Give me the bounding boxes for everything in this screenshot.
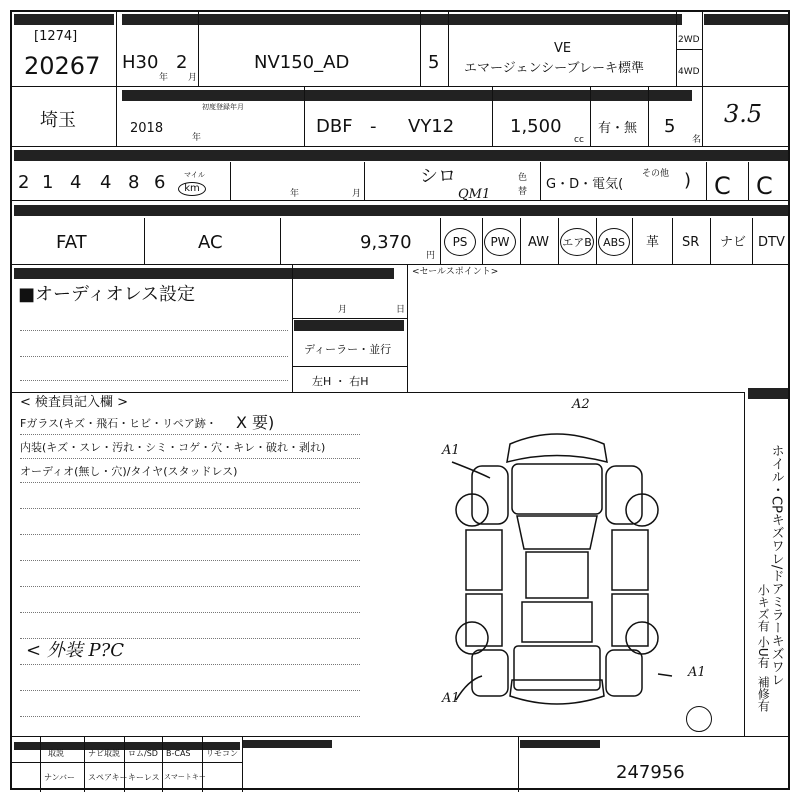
- divider: [242, 736, 243, 792]
- divider: [648, 86, 649, 146]
- divider: [202, 736, 203, 792]
- note-line: [20, 664, 360, 665]
- divider: [706, 162, 707, 200]
- header-bar: [14, 150, 788, 161]
- model-prefix: DBF: [316, 116, 353, 137]
- seats-unit: 名: [692, 135, 702, 145]
- yen-unit: 円: [426, 251, 436, 261]
- car-windshield: [517, 516, 597, 549]
- car-rear-roof: [522, 602, 592, 642]
- divider: [492, 86, 493, 146]
- header-bar: [122, 90, 692, 101]
- year-era: H30: [122, 52, 159, 73]
- car-diagram: [432, 404, 682, 734]
- car-right-door-rear: [612, 594, 648, 646]
- divider: [364, 162, 365, 200]
- divider: [558, 218, 559, 264]
- grade-line-1: VE: [554, 41, 572, 56]
- divider: [520, 218, 521, 264]
- header-bar: [242, 740, 332, 748]
- option-dtv: DTV: [758, 235, 785, 250]
- grade-line-2: エマージェンシーブレーキ標準: [464, 61, 644, 76]
- header-bar: [748, 388, 788, 399]
- import-box: [292, 264, 408, 392]
- divider: [540, 162, 541, 200]
- model-dash: -: [370, 116, 377, 137]
- damage-a2: A2: [572, 397, 590, 412]
- row-line-5: [12, 392, 744, 393]
- footer-number-plate: ナンバー: [44, 773, 76, 782]
- footer-spare-key: スペアキー: [88, 773, 128, 782]
- aircon: AC: [198, 232, 223, 253]
- header-bar: [520, 740, 600, 748]
- note-line: [20, 534, 360, 535]
- fuel-type: G・D・電気(: [546, 177, 624, 192]
- transmission: FAT: [56, 232, 87, 253]
- inspector-title: < 検査員記入欄 >: [20, 395, 129, 410]
- month-mark: 月: [188, 73, 198, 83]
- chassis-model: VY12: [408, 116, 455, 137]
- note-line: [20, 458, 360, 459]
- fuel-other: その他: [642, 169, 670, 179]
- damage-a1-rear-left: A1: [442, 691, 460, 706]
- divider: [84, 736, 85, 792]
- divider: [116, 12, 117, 86]
- note-line: [20, 508, 360, 509]
- footer-manual: 取説: [48, 749, 64, 758]
- footer-rom-sd: ロム/SD: [128, 749, 158, 758]
- displacement: 1,500: [510, 116, 562, 137]
- damage-a1-rear-right: A1: [688, 665, 706, 680]
- note-line: [20, 380, 288, 381]
- divider: [590, 86, 591, 146]
- footer-remote: リモコン: [206, 749, 238, 758]
- option-abs-circled: ABS: [598, 228, 630, 256]
- divider: [304, 86, 305, 146]
- car-right-quarter: [606, 650, 642, 696]
- month-mark-3: 月: [352, 189, 362, 199]
- year-mark: 年: [159, 73, 169, 83]
- marker-circle: [686, 706, 712, 732]
- divider: [710, 218, 711, 264]
- divider: [752, 218, 753, 264]
- lot-number: 20267: [24, 52, 101, 80]
- footer-keyless: キーレス: [128, 773, 160, 782]
- recycle-fee: 9,370: [360, 232, 412, 253]
- drive-4wd: 4WD: [678, 67, 700, 77]
- grade-exterior: C: [756, 172, 773, 200]
- header-bar: [704, 14, 788, 25]
- auction-score: 3.5: [724, 100, 763, 128]
- car-left-door-rear: [466, 594, 502, 646]
- fuel-close: ): [684, 170, 692, 191]
- wheel-rear-left: [456, 622, 488, 654]
- location: 埼玉: [40, 110, 76, 131]
- mileage-digit: 4: [70, 172, 82, 193]
- note-line: [20, 612, 360, 613]
- damage-a1-front-left: A1: [442, 443, 460, 458]
- mileage-digit: 2: [18, 172, 30, 193]
- option-sr: SR: [682, 235, 700, 250]
- note-line: [20, 330, 288, 331]
- grade-code: 5: [428, 52, 440, 73]
- first-reg-label: 初度登録年月: [202, 103, 244, 111]
- grade-interior: C: [714, 172, 731, 200]
- inspector-glass: Fガラス(キズ・飛石・ヒビ・リペア跡・: [20, 417, 217, 430]
- divider: [420, 12, 421, 86]
- color-change-2: 替: [518, 187, 528, 197]
- year-mark-3: 年: [290, 189, 300, 199]
- divider: [292, 366, 408, 367]
- car-roof: [526, 552, 588, 598]
- audio-title: ■オーディオレス設定: [18, 284, 196, 305]
- divider: [144, 218, 145, 264]
- divider: [440, 218, 441, 264]
- handle-side: 左H ・ 右H: [312, 375, 369, 388]
- car-front-bumper: [507, 434, 607, 462]
- footer-mid-line: [12, 762, 242, 763]
- divider: [124, 736, 125, 792]
- divider: [482, 218, 483, 264]
- side-note-2: 小キズ有 小U有: [756, 584, 771, 669]
- divider: [280, 218, 281, 264]
- cc-unit: cc: [574, 135, 584, 145]
- option-aw: AW: [528, 235, 550, 250]
- divider: [162, 736, 163, 792]
- divider: [40, 736, 41, 792]
- reg-month: 2: [176, 52, 188, 73]
- note-line: [20, 434, 360, 435]
- divider: [198, 12, 199, 86]
- footer-navi-manual: ナビ取説: [88, 749, 120, 758]
- divider: [230, 162, 231, 200]
- divider: [702, 12, 703, 146]
- row-line-6: [12, 736, 790, 737]
- model-name: NV150_AD: [254, 52, 350, 73]
- header-bar: [14, 14, 114, 25]
- import-type: ディーラー・並行: [304, 343, 392, 356]
- month-mark-4: 月: [338, 305, 348, 315]
- handwritten-note: < 外装 P?C: [26, 640, 125, 661]
- divider: [744, 392, 745, 736]
- note-line: [20, 638, 360, 639]
- note-line: [20, 690, 360, 691]
- car-hood: [512, 464, 602, 514]
- car-right-door-front: [612, 530, 648, 590]
- divider: [632, 218, 633, 264]
- row-line-2: [12, 146, 790, 147]
- note-line: [20, 716, 360, 717]
- side-note-1: ホイル・CPキズワレ/ドアミラーキズワレ: [768, 444, 784, 687]
- side-note-3: 補修有: [756, 676, 771, 712]
- inspector-glass-mark: X 要): [236, 413, 275, 432]
- frame-number: 247956: [616, 762, 685, 783]
- note-line: [20, 560, 360, 561]
- sales-point-label: <セールスポイント>: [412, 267, 499, 277]
- year-mark-2: 年: [192, 133, 202, 143]
- divider: [672, 218, 673, 264]
- divider: [748, 162, 749, 200]
- car-left-door-front: [466, 530, 502, 590]
- option-airbag-circled: エアB: [560, 228, 594, 256]
- option-pw-circled: PW: [484, 228, 516, 256]
- note-line: [20, 356, 288, 357]
- note-line: [20, 586, 360, 587]
- mileage-digit: 4: [100, 172, 112, 193]
- car-left-quarter: [472, 650, 508, 696]
- day-mark: 日: [396, 305, 406, 315]
- option-leather: 革: [646, 235, 660, 250]
- color-code: QM1: [458, 187, 491, 202]
- a1-pointer: [658, 674, 672, 676]
- a1-pointer: [452, 462, 490, 478]
- wheel-rear-right: [626, 622, 658, 654]
- divider: [676, 49, 702, 50]
- seats: 5: [664, 116, 676, 137]
- row-line-3: [12, 200, 790, 201]
- note-line: [20, 482, 360, 483]
- inspector-audio-tire: オーディオ(無し・穴)/タイヤ(スタッドレス): [20, 465, 238, 478]
- divider: [448, 12, 449, 86]
- color-change-1: 色: [518, 173, 528, 183]
- divider: [518, 736, 519, 792]
- year-western: 2018: [130, 121, 164, 136]
- car-trunk: [514, 646, 600, 690]
- divider: [596, 218, 597, 264]
- km-label: km: [178, 182, 206, 196]
- divider: [292, 318, 408, 319]
- mileage-digit: 8: [128, 172, 140, 193]
- mileage-digit: 1: [42, 172, 54, 193]
- footer-bcas: B-CAS: [166, 749, 191, 758]
- drive-2wd: 2WD: [678, 35, 700, 45]
- inspector-interior: 内装(キズ・スレ・汚れ・シミ・コゲ・穴・キレ・破れ・剥れ): [20, 441, 326, 454]
- footer-smart-key: スマートキー: [164, 773, 206, 781]
- mile-label: マイル: [184, 171, 205, 179]
- divider: [116, 86, 117, 146]
- option-ps-circled: PS: [444, 228, 476, 256]
- lot-bracket: [1274]: [34, 29, 78, 44]
- option-navi: ナビ: [720, 235, 747, 250]
- yes-no: 有・無: [598, 121, 638, 136]
- auction-sheet: [10, 10, 790, 790]
- mileage-digit: 6: [154, 172, 166, 193]
- row-line-1: [12, 86, 790, 87]
- header-bar: [14, 205, 788, 216]
- car-rear-bumper: [510, 680, 604, 704]
- body-color: シロ: [420, 166, 456, 187]
- header-bar: [122, 14, 682, 25]
